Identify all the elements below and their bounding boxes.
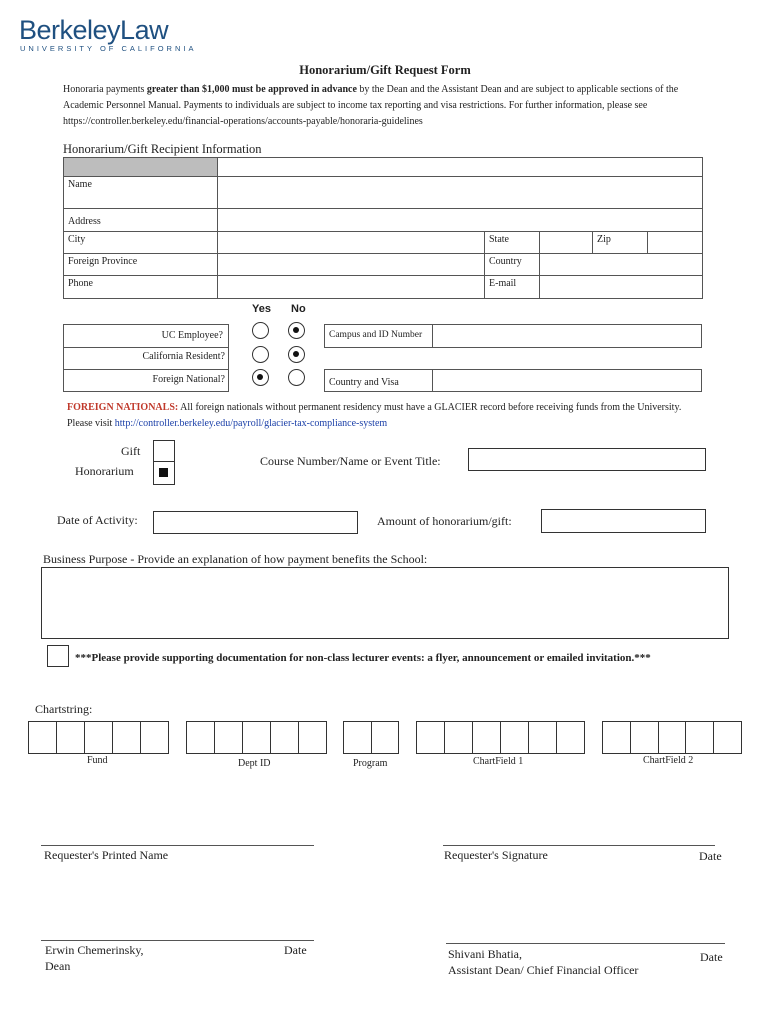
yes-header: Yes <box>252 303 271 315</box>
foreign-national-no-radio[interactable] <box>288 369 305 386</box>
documentation-note: ***Please provide supporting documentation for non-class lecturer events: a flyer, announcement or emailed invitation.*** <box>75 652 651 664</box>
recipient-section-title: Honorarium/Gift Recipient Information <box>63 142 262 156</box>
dean-signature-line[interactable] <box>41 940 314 941</box>
phone-label: Phone <box>68 278 93 289</box>
date-activity-label: Date of Activity: <box>57 513 138 527</box>
checkbox-mark <box>159 468 168 477</box>
chartfield1-boxes[interactable] <box>416 721 585 754</box>
city-field[interactable] <box>217 231 485 254</box>
berkeley-law-logo: BerkeleyLaw <box>19 15 169 45</box>
country-visa-label-cell <box>324 369 433 392</box>
cfo-signature-line[interactable] <box>446 943 725 944</box>
address-label: Address <box>68 216 101 227</box>
zip-field[interactable] <box>647 231 703 254</box>
foreign-national-yes-radio[interactable] <box>252 369 269 386</box>
glacier-link[interactable]: http://controller.berkeley.edu/payroll/glacier-tax-compliance-system <box>114 418 388 429</box>
phone-field[interactable] <box>217 275 485 299</box>
campus-id-label-cell <box>324 324 433 348</box>
requester-date-label: Date <box>699 849 722 863</box>
email-field[interactable] <box>539 275 703 299</box>
program-boxes[interactable] <box>343 721 399 754</box>
chartfield2-label: ChartField 2 <box>643 755 694 766</box>
foreign-national-label: Foreign National? <box>152 374 225 385</box>
uc-employee-yes-radio[interactable] <box>252 322 269 339</box>
name-field[interactable] <box>217 176 703 209</box>
amount-label: Amount of honorarium/gift: <box>377 514 512 528</box>
city-label-cell <box>63 231 218 254</box>
signature-line[interactable] <box>443 845 715 846</box>
campus-id-label: Campus and ID Number <box>329 330 423 340</box>
zip-label-cell <box>592 231 648 254</box>
course-field[interactable] <box>468 448 706 471</box>
business-purpose-label: Business Purpose - Provide an explanation of how payment benefits the School: <box>43 552 428 566</box>
dept-id-boxes[interactable] <box>186 721 327 754</box>
campus-id-field[interactable] <box>432 324 702 348</box>
program-label: Program <box>353 758 388 769</box>
name-label-cell <box>63 176 218 209</box>
honorarium-checkbox[interactable] <box>153 461 175 485</box>
business-purpose-field[interactable] <box>41 567 729 639</box>
phone-label-cell <box>63 275 218 299</box>
email-label-cell <box>484 275 540 299</box>
foreign-province-label-cell <box>63 253 218 276</box>
ca-resident-yes-radio[interactable] <box>252 346 269 363</box>
uc-employee-label: UC Employee? <box>161 330 223 341</box>
amount-field[interactable] <box>541 509 706 533</box>
ca-resident-no-radio[interactable] <box>288 346 305 363</box>
foreign-province-field[interactable] <box>217 253 485 276</box>
foreign-nationals-note: FOREIGN NATIONALS: All foreign nationals without permanent residency must have a GLACIER record before receiving funds from the University. Please visit http://controller.berkeley.edu/payroll/glacier-tax-compliance-system <box>67 402 682 429</box>
country-label: Country <box>489 256 522 267</box>
dept-id-label: Dept ID <box>238 758 271 769</box>
honorarium-label: Honorarium <box>75 464 134 478</box>
state-label: State <box>489 234 509 245</box>
cfo-title: Assistant Dean/ Chief Financial Officer <box>448 963 639 977</box>
gift-label: Gift <box>121 444 141 458</box>
printed-name-label: Requester's Printed Name <box>44 848 169 862</box>
fund-label: Fund <box>87 755 108 766</box>
country-label-cell <box>484 253 540 276</box>
address-label-cell <box>63 208 218 232</box>
dean-title: Dean <box>45 959 71 973</box>
intro-text: Honoraria payments greater than $1,000 must be approved in advance by the Dean and the Assistant Dean and are subject to applicable sections of the Academic Personnel Manual. Payments to individuals are subject to income tax reporting and visa restrictions. For further information, please see https://controller.berkeley.edu/financial-operations/accounts-payable/honoraria-guidelines <box>63 84 679 127</box>
header-gray-cell <box>63 157 218 177</box>
chartfield1-label: ChartField 1 <box>473 756 524 767</box>
fund-boxes[interactable] <box>28 721 169 754</box>
address-field[interactable] <box>217 208 703 232</box>
name-label: Name <box>68 179 92 190</box>
dean-name: Erwin Chemerinsky, <box>45 943 144 957</box>
printed-name-line[interactable] <box>41 845 314 846</box>
dean-date-label: Date <box>284 943 307 957</box>
no-header: No <box>291 303 306 315</box>
foreign-province-label: Foreign Province <box>68 256 138 267</box>
ca-resident-label: California Resident? <box>142 351 225 362</box>
date-activity-field[interactable] <box>153 511 358 534</box>
header-blank-cell <box>217 157 703 177</box>
country-visa-field[interactable] <box>432 369 702 392</box>
email-label: E-mail <box>489 278 517 289</box>
cfo-name: Shivani Bhatia, <box>448 947 522 961</box>
chartstring-label: Chartstring: <box>35 702 93 716</box>
zip-label: Zip <box>597 234 611 245</box>
signature-label: Requester's Signature <box>444 848 548 862</box>
country-field[interactable] <box>539 253 703 276</box>
country-visa-label: Country and Visa <box>329 377 399 388</box>
gift-checkbox[interactable] <box>153 440 175 462</box>
cfo-date-label: Date <box>700 950 723 964</box>
uc-employee-no-radio[interactable] <box>288 322 305 339</box>
state-label-cell <box>484 231 540 254</box>
documentation-checkbox[interactable] <box>47 645 69 667</box>
chartfield2-boxes[interactable] <box>602 721 742 754</box>
city-label: City <box>68 234 86 245</box>
logo-subtitle: UNIVERSITY OF CALIFORNIA <box>20 44 197 53</box>
form-title: Honorarium/Gift Request Form <box>299 63 471 77</box>
state-field[interactable] <box>539 231 593 254</box>
course-label: Course Number/Name or Event Title: <box>260 454 441 468</box>
